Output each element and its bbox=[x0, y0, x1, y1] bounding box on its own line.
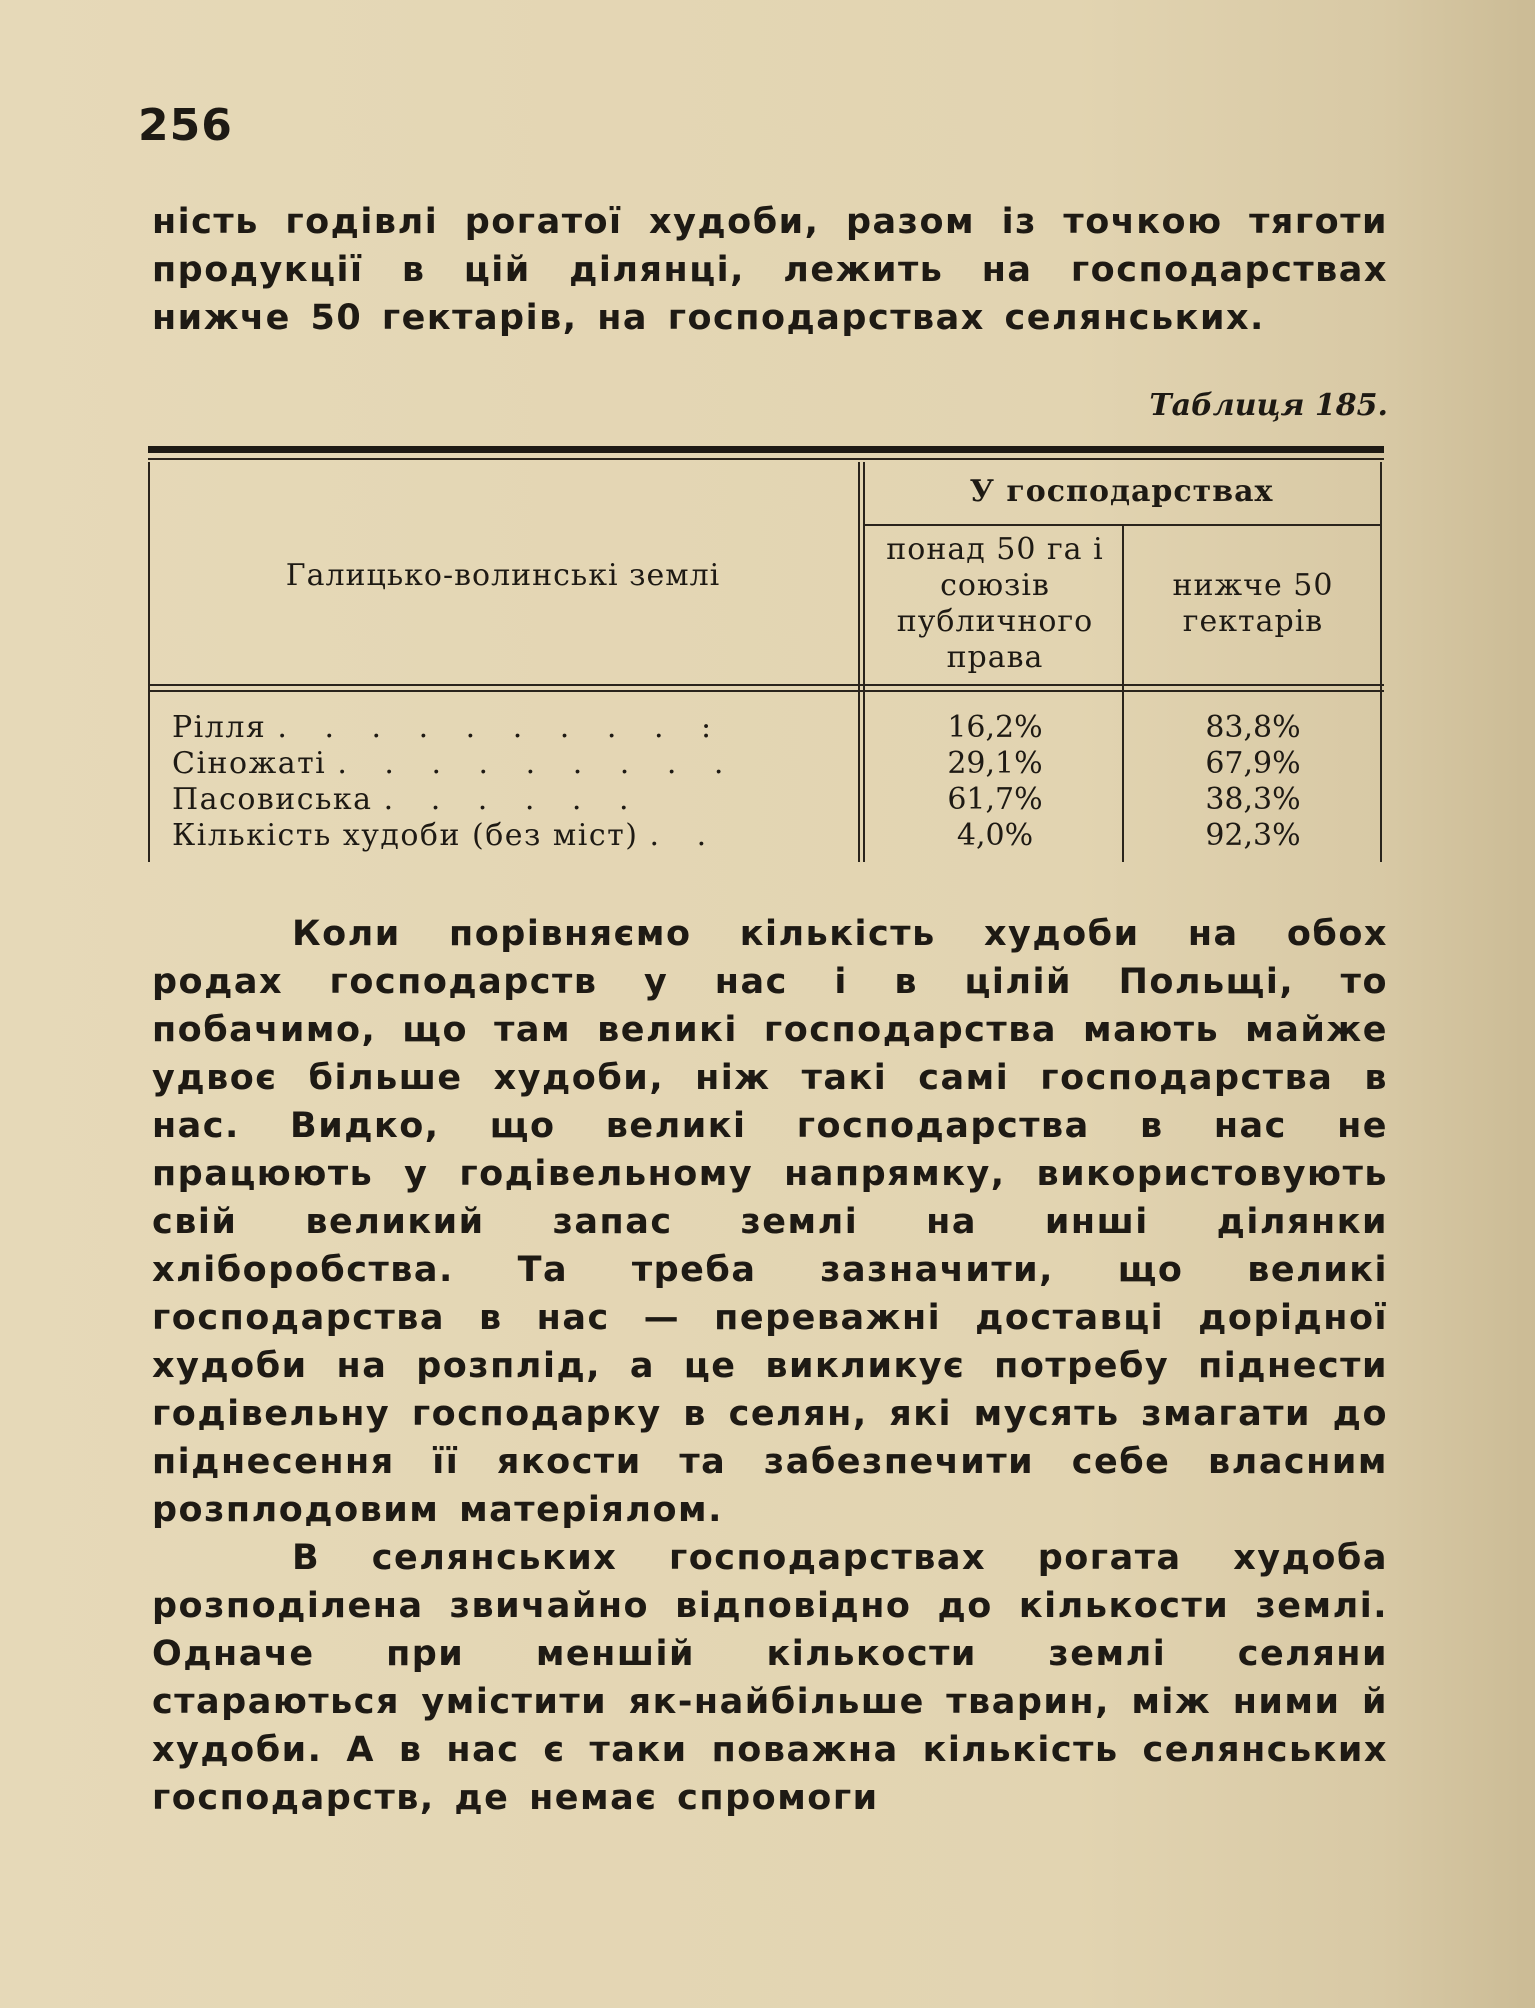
paragraph: В селянських господарствах рогата худоба розподілена звичайно відповідно до кількости землі. Одначе при меншій кількости землі селяни стараються умістити як-найбільше тварин, між ними й худоби. А в нас є таки поважна кількість селянських господарств, де немає спромоги bbox=[152, 1538, 1388, 1818]
table-divider-main-2 bbox=[863, 462, 865, 862]
table-group-underline bbox=[863, 524, 1380, 526]
table-top-rule-thin bbox=[148, 458, 1384, 460]
table-row-label bbox=[172, 818, 852, 854]
table-cell-over-50: 4,0% bbox=[956, 818, 1034, 853]
page-number: 256 bbox=[138, 100, 233, 151]
row-leader-dots: . . . . . . . . . : bbox=[277, 710, 726, 745]
header-under-50: нижче 50 гектарів bbox=[1172, 568, 1334, 639]
row-label-text: Рілля bbox=[172, 710, 267, 745]
statistics-table bbox=[148, 462, 1384, 862]
paragraph-continuation: ність годівлі рогатої худоби, разом із точкою тяготи продукції в цій ділянці, лежить на господарствах нижче 50 гектарів, на господарствах селянських. bbox=[152, 202, 1388, 338]
header-over-50: понад 50 га і союзів публичного права bbox=[886, 532, 1104, 675]
table-cell-under-50: 83,8% bbox=[1205, 710, 1301, 745]
table-cell-over-50: 29,1% bbox=[947, 746, 1043, 781]
header-lands: Галицько-волинські землі bbox=[285, 558, 721, 593]
table-row-label bbox=[172, 710, 852, 746]
row-label-text: Сіножаті bbox=[172, 746, 327, 781]
table-row-label bbox=[172, 782, 852, 818]
table-cell-over-50: 16,2% bbox=[947, 710, 1043, 745]
row-label-text: Пасовиська bbox=[172, 782, 373, 817]
table-header-underline bbox=[148, 684, 1384, 686]
row-leader-dots: . . bbox=[649, 818, 721, 853]
table-divider-main bbox=[858, 462, 860, 862]
row-leader-dots: . . . . . . bbox=[383, 782, 643, 817]
header-group: У господарствах bbox=[969, 474, 1274, 509]
table-top-rule bbox=[148, 446, 1384, 453]
table-right-border bbox=[1380, 462, 1382, 862]
table-row-label bbox=[172, 746, 852, 782]
table-caption: Таблиця 185. bbox=[1149, 388, 1388, 423]
table-cell-over-50: 61,7% bbox=[947, 782, 1043, 817]
table-cell-under-50: 67,9% bbox=[1205, 746, 1301, 781]
table-divider-sub bbox=[1122, 524, 1124, 862]
paragraph: Коли порівняємо кількість худоби на обох родах господарств у нас і в цілій Польщі, то побачимо, що там великі господарства мають майже удвоє більше худоби, ніж такі самі господарства в нас. Видко, що великі господарства в нас не працюють у годівельному напрямку, використовують свій великий запас землі на инші ділянки хліборобства. Та треба зазначити, що великі господарства в нас — переважні доставці дорідної худоби на розплід, а це викликує потребу піднести годівельну господарку в селян, які мусять змагати до піднесення її якости та забезпечити себе власним розплодовим матеріялом. bbox=[152, 914, 1388, 1530]
table-left-border bbox=[148, 462, 150, 862]
row-label-text: Кількість худоби (без міст) bbox=[172, 818, 639, 853]
table-cell-under-50: 38,3% bbox=[1205, 782, 1301, 817]
table-header-underline-2 bbox=[148, 690, 1384, 692]
row-leader-dots: . . . . . . . . . bbox=[337, 746, 738, 781]
table-cell-under-50: 92,3% bbox=[1205, 818, 1301, 853]
